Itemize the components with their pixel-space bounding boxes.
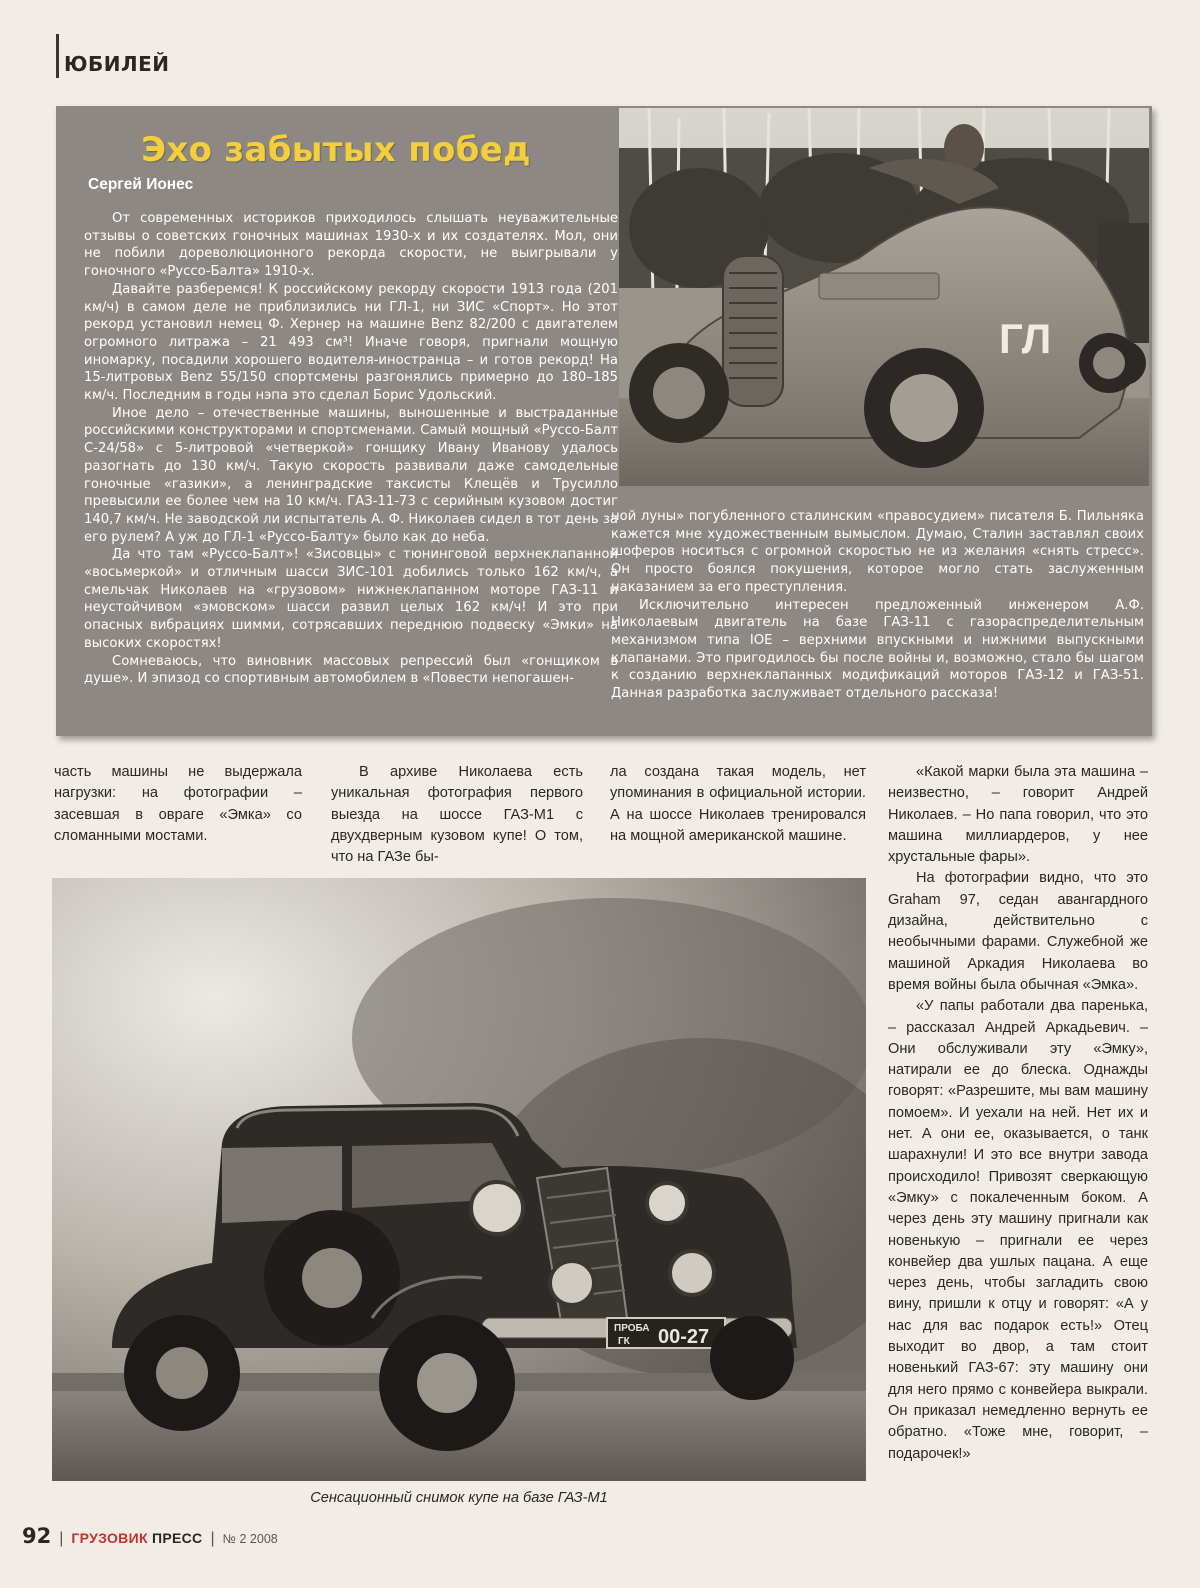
- section-marker: [56, 34, 59, 78]
- page-number: 92: [22, 1524, 52, 1548]
- feature-text-right: [611, 508, 1144, 703]
- paragraph: Исключительно интересен предложенный инженером А.Ф. Николаевым двигатель на базе ГАЗ-11 с газораспределительным механизмом типа IOE – верхними впускными и нижними выпускными клапанами. Это пригодилось бы после войны и, возможно, стало бы шагом к созданию верхнеклапанных модификаций моторов ГАЗ-12 и ГАЗ-51. Данная разработка заслуживает отдельного рассказа!: [611, 597, 1144, 702]
- plate-bottom-text: ГК: [618, 1336, 630, 1347]
- feature-text-left: [84, 210, 618, 688]
- text-column-3: [610, 762, 866, 847]
- plate-number-text: 00-27: [658, 1326, 710, 1348]
- plate-top-text: ПРОБА: [614, 1323, 650, 1334]
- page-footer: [22, 1524, 278, 1548]
- paragraph: «Какой марки была эта машина – неизвестно, – говорит Андрей Николаев. – Но папа говорил, что это машина миллиардеров, у нее хрустальные фары».: [888, 764, 1148, 866]
- magazine-name-first: ГРУЗОВИК: [71, 1530, 148, 1546]
- paragraph: Иное дело – отечественные машины, выношенные и выстраданные российскими конструкторами и спортсменами. Самый мощный «Руссо-Балт С-24/58» с 5-литровой «четверкой» гонщику Ивану Иванову удалось разогнать до 130 км/ч. Такую скорость развивали даже самодельные гоночные «газики», а ленинградские таксисты Клещёв и Трусилло превысили ее более чем на 10 км/ч. ГАЗ-11-73 с серийным кузовом достиг 140,7 км/ч. Не заводской ли испытатель А. Ф. Николаев сидел в тот день за его рулем? А уж до ГЛ-1 «Руссо-Балту» было как до неба.: [84, 405, 618, 545]
- paragraph: Да что там «Руссо-Балт»! «Зисовцы» с тюнинговой верхнеклапанной «восьмеркой» и отличным шасси ЗИС-101 добились только 162 км/ч, а смельчак Николаев на «грузовом» нижнеклапанном моторе ГАЗ-11 и неустойчивом «эмовском» шасси развил целых 162 км/ч! И это при опасных вибрациях шимми, сотрясавших переднюю подвеску «Эмки» на высоких скоростях!: [84, 547, 618, 651]
- paragraph: часть машины не выдержала нагрузки: на фотографии – засевшая в овраге «Эмка» со сломанными мостами.: [54, 764, 302, 844]
- photo-caption: Сенсационный снимок купе на базе ГАЗ-М1: [310, 1490, 608, 1506]
- section-label: ЮБИЛЕЙ: [64, 52, 170, 76]
- text-column-2: [331, 762, 583, 868]
- gaz-m1-coupe-photo: [52, 878, 866, 1481]
- text-column-4: [888, 762, 1148, 1465]
- car-number-text: ГЛ: [999, 315, 1052, 362]
- magazine-name-second: ПРЕСС: [152, 1530, 203, 1546]
- paragraph: На фотографии видно, что это Graham 97, седан авангардного дизайна, действительно с необычными фарами. Служебной же машиной Аркадия Николаева во время войны была обычная «Эмка».: [888, 870, 1148, 993]
- racing-car-photo: [619, 108, 1149, 486]
- footer-separator: |: [210, 1530, 215, 1547]
- article-headline: Эхо забытых побед: [141, 130, 531, 170]
- article-author: Сергей Ионес: [88, 176, 194, 193]
- text-column-1: [54, 762, 302, 847]
- magazine-name: [71, 1530, 202, 1546]
- paragraph: Сомневаюсь, что виновник массовых репрессий был «гонщиком в душе». И эпизод со спортивным автомобилем в «Повести непогашен-: [84, 653, 618, 687]
- footer-separator: |: [59, 1530, 64, 1547]
- issue-number: № 2 2008: [222, 1532, 278, 1546]
- paragraph: «У папы работали два паренька, – рассказал Андрей Аркадьевич. – Они обслуживали эту «Эмку», натирали ее до блеска. Однажды говорят: «Разрешите, мы вам машину помоем». И уехали на ней. Нет их и нет. А они ее, оказывается, о танк шарахнули! И это все внутри завода происходило! Привозят сверкающую «Эмку» с покалеченным боком. А через день эту машину пригнали как новенькую – пригнали ее через конвейер два ушлых пацана. А еще через день, чтобы загладить свою вину, пришли к отцу и говорят: «А у нас для вас подарок есть!» Отец выходит во двор, а там стоит новенький ГАЗ-67: эту машину они для него прямо с конвейера выкрали. Он приказал немедленно вернуть ее обратно. «Тоже мне, говорит, – подарочек!»: [888, 998, 1148, 1462]
- paragraph: ной луны» погубленного сталинским «правосудием» писателя Б. Пильняка кажется мне художественным вымыслом. Думаю, Сталин заставлял своих шоферов носиться с огромной скоростью не из желания «снять стресс». Он просто боялся покушения, которое могло стать заслуженным наказанием за его преступления.: [611, 509, 1144, 595]
- paragraph: От современных историков приходилось слышать неуважительные отзывы о советских гоночных машинах 1930-х и их создателях. Мол, они не побили дореволюционного рекорда скорости, не выигрывали у гоночного «Руссо-Балта» 1910-х.: [84, 211, 618, 280]
- paragraph: Давайте разберемся! К российскому рекорду скорости 1913 года (201 км/ч) в самом деле не приблизились ни ГЛ-1, ни ЗИС «Спорт». Но этот рекорд установил немец Ф. Хернер на машине Benz 82/200 с двигателем огромного литража – 21 493 см³! Иначе говоря, пригнали мощную иномарку, посадили хорошего водителя-иностранца – и готов рекорд! На 15-литровых Benz 55/150 спортсмены разгонялись примерно до 180–185 км/ч. Последним в годы нэпа это сделал Борис Удольский.: [84, 281, 618, 404]
- feature-box: [56, 106, 1152, 736]
- paragraph: В архиве Николаева есть уникальная фотография первого выезда на шоссе ГАЗ-М1 с двухдверным кузовом купе! О том, что на ГАЗе бы-: [331, 764, 583, 866]
- paragraph: ла создана такая модель, нет упоминания в официальной истории. А на шоссе Николаев тренировался на мощной американской машине.: [610, 764, 866, 844]
